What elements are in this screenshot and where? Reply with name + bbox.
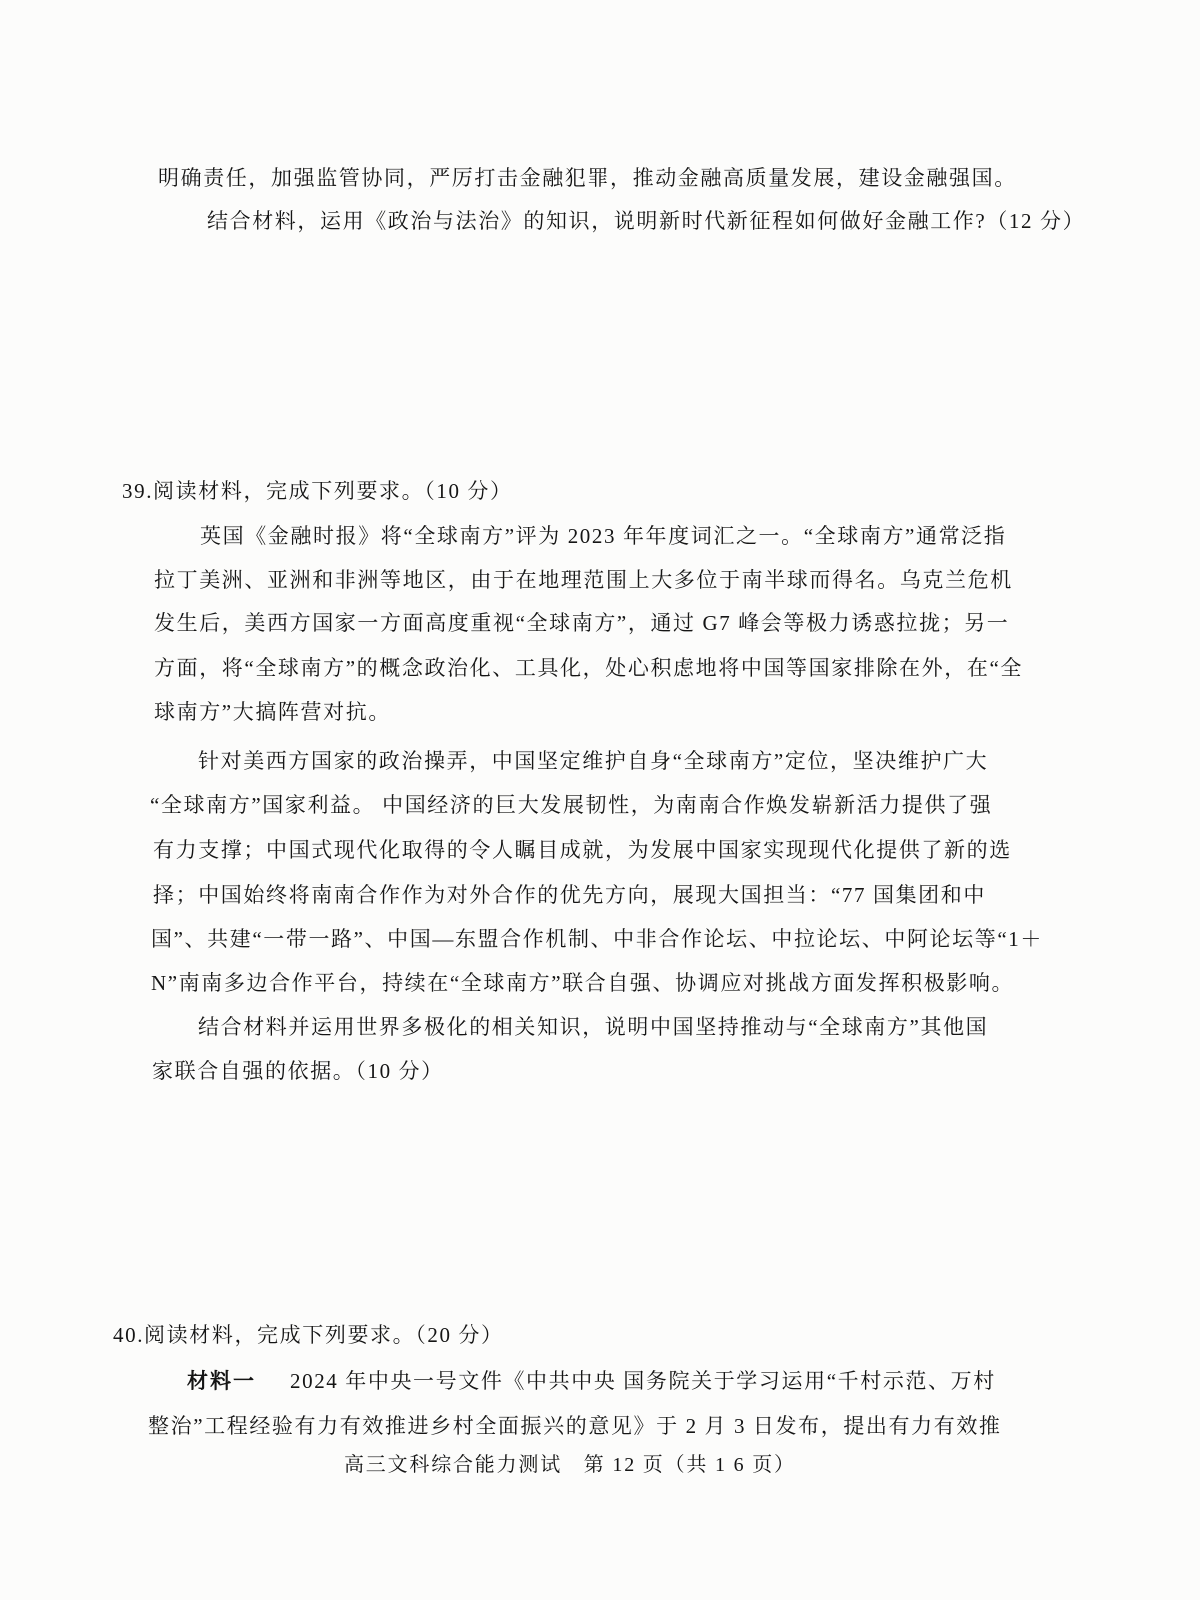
q40-material1-line-1 [187, 1366, 996, 1396]
q38-tail-line-2: 结合材料，运用《政治与法治》的知识，说明新时代新征程如何做好金融工作?（12 分） [207, 209, 1086, 233]
q39-question-line-2: 家联合自强的依据。（10 分） [152, 1059, 444, 1083]
question-39-heading: 39.阅读材料，完成下列要求。（10 分） [122, 479, 513, 503]
q40-material1-line-2: 整治”工程经验有力有效推进乡村全面振兴的意见》于 2 月 3 日发布，提出有力有效推 [148, 1414, 1002, 1438]
material-1-text: 2024 年中央一号文件《中共中央 国务院关于学习运用“千村示范、万村 [290, 1369, 996, 1393]
material-1-label: 材料一 [187, 1369, 256, 1393]
q39-para2-line-2: “全球南方”国家利益。 中国经济的巨大发展韧性，为南南合作焕发崭新活力提供了强 [150, 793, 993, 817]
q39-para2-line-3: 有力支撑；中国式现代化取得的令人瞩目成就，为发展中国家实现现代化提供了新的选 [153, 838, 1012, 862]
q39-question-line-1: 结合材料并运用世界多极化的相关知识，说明中国坚持推动与“全球南方”其他国 [198, 1015, 989, 1039]
question-40-heading: 40.阅读材料，完成下列要求。（20 分） [113, 1323, 504, 1347]
q39-para1-line-5: 球南方”大搞阵营对抗。 [154, 700, 391, 724]
q39-para2-line-4: 择；中国始终将南南合作作为对外合作的优先方向，展现大国担当：“77 国集团和中 [153, 883, 986, 907]
q39-para1-line-3: 发生后，美西方国家一方面高度重视“全球南方”，通过 G7 峰会等极力诱惑拉拢；另一 [154, 611, 1010, 635]
q39-para2-line-6: N”南南多边合作平台，持续在“全球南方”联合自强、协调应对挑战方面发挥积极影响。 [151, 971, 1015, 995]
page-footer: 高三文科综合能力测试 第 12 页（共 1 6 页） [344, 1454, 796, 1476]
q39-para1-line-1: 英国《金融时报》将“全球南方”评为 2023 年年度词汇之一。“全球南方”通常泛指 [200, 524, 1007, 548]
q39-para1-line-4: 方面，将“全球南方”的概念政治化、工具化，处心积虑地将中国等国家排除在外，在“全 [154, 656, 1023, 680]
q38-tail-line-1: 明确责任，加强监管协同，严厉打击金融犯罪，推动金融高质量发展，建设金融强国。 [158, 166, 1017, 190]
q39-para2-line-5: 国”、共建“一带一路”、中国—东盟合作机制、中非合作论坛、中拉论坛、中阿论坛等“1＋ [151, 927, 1043, 951]
q39-para2-line-1: 针对美西方国家的政治操弄，中国坚定维护自身“全球南方”定位，坚决维护广大 [198, 749, 989, 773]
q39-para1-line-2: 拉丁美洲、亚洲和非洲等地区，由于在地理范围上大多位于南半球而得名。乌克兰危机 [154, 568, 1013, 592]
